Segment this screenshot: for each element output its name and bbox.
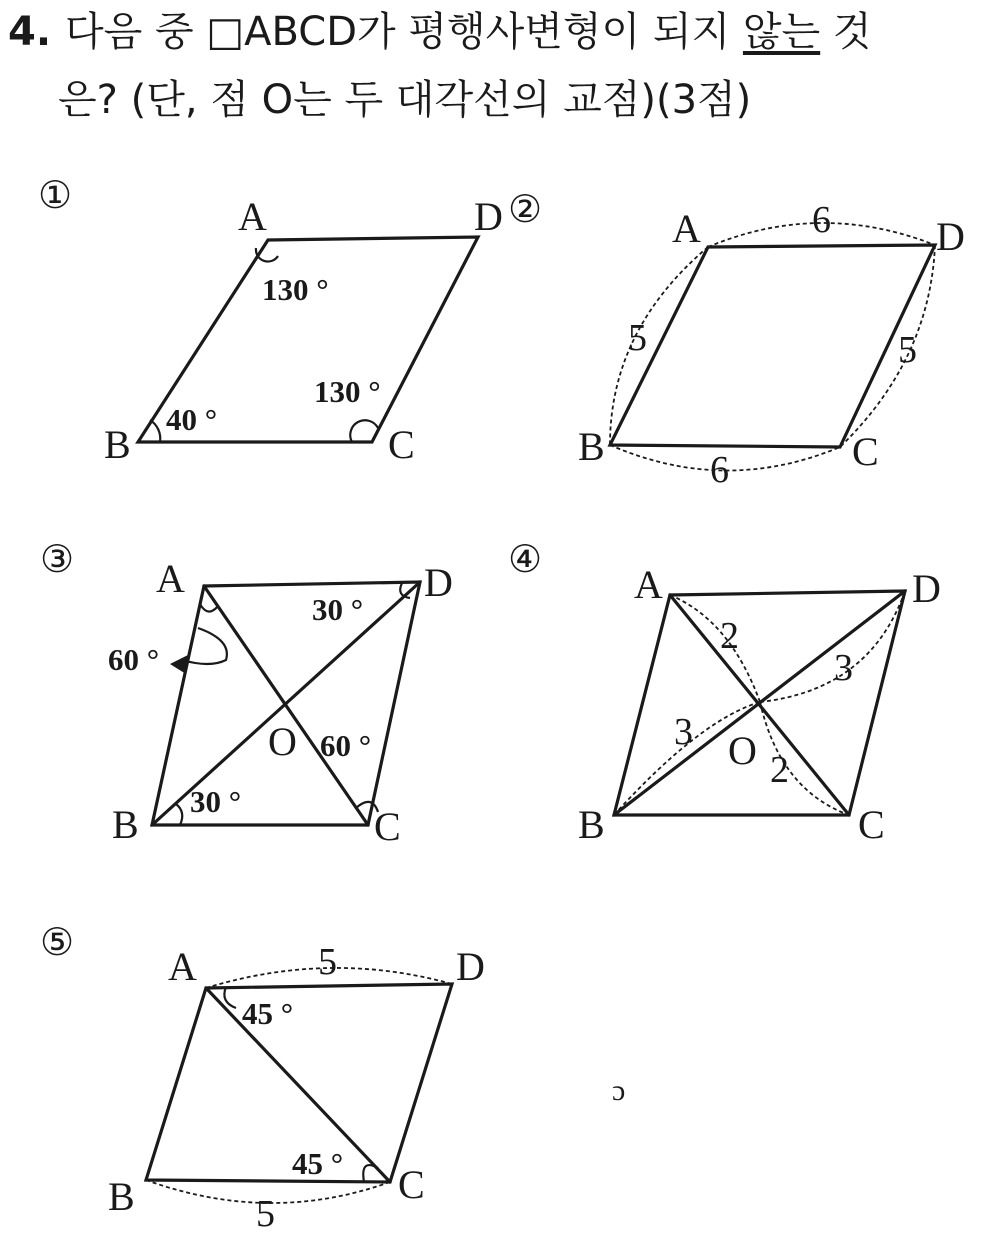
- choice-3-angle-external: 60 °: [108, 642, 160, 677]
- choice-3-angle-acd: 60 °: [320, 728, 372, 763]
- choice-2-length-ab: 5: [628, 317, 647, 359]
- choice-2-parallelogram: [610, 245, 935, 447]
- choice-4-length-ao: 2: [720, 615, 739, 657]
- choice-2-marker: ②: [508, 189, 543, 231]
- choice-5-label-c: C: [398, 1162, 425, 1207]
- choice-3-label-b: B: [112, 802, 139, 847]
- question-emphasis: 않는: [742, 9, 821, 55]
- question-text-part-1: 다음 중 □ABCD가 평행사변형이 되지: [65, 9, 743, 55]
- choice-4-label-b: B: [578, 802, 605, 847]
- choice-3-marker: ③: [40, 539, 75, 581]
- choice-3-label-c: C: [374, 804, 401, 849]
- choice-3-angle-arc-dbc: [176, 804, 182, 825]
- choice-4-length-oc: 2: [770, 749, 789, 791]
- choice-2-label-a: A: [672, 206, 701, 251]
- choice-3-figure: [40, 539, 453, 849]
- choice-3-angle-dbc: 30 °: [190, 784, 242, 819]
- choice-5-label-a: A: [168, 944, 197, 989]
- choice-2-label-d: D: [936, 214, 965, 259]
- choice-2-label-c: C: [852, 429, 879, 474]
- choice-5-label-d: D: [456, 944, 485, 989]
- choice-1-angle-a: 130 °: [262, 272, 329, 307]
- choice-1-label-d: D: [474, 194, 503, 239]
- choice-4-label-d: D: [912, 566, 941, 611]
- choice-1-angle-b: 40 °: [166, 402, 218, 437]
- choice-5-angle-c: 45 °: [292, 1146, 344, 1181]
- question-number: 4.: [8, 9, 52, 55]
- choice-2-length-bc: 6: [710, 449, 729, 491]
- choice-3-angle-adb: 30 °: [312, 592, 364, 627]
- stray-pen-mark: ɔ: [612, 1074, 626, 1107]
- choice-5-length-bc: 5: [256, 1193, 275, 1235]
- question-line-2: 은? (단, 점 O는 두 대각선의 교점)(3점): [58, 77, 752, 123]
- question-text-part-2: 것: [820, 9, 872, 55]
- choice-3-label-a: A: [156, 556, 185, 601]
- choice-3-label-d: D: [424, 560, 453, 605]
- choice-1-label-c: C: [388, 422, 415, 467]
- choice-1-marker: ①: [38, 175, 73, 217]
- choice-4-length-bo: 3: [674, 711, 693, 753]
- choice-5-label-b: B: [108, 1174, 135, 1219]
- choice-4-label-c: C: [858, 802, 885, 847]
- choice-4-length-od: 3: [834, 647, 853, 689]
- choice-5-marker: ⑤: [40, 922, 75, 964]
- choice-4-label-a: A: [634, 562, 663, 607]
- choice-4-label-o: O: [728, 728, 757, 773]
- choice-5-angle-arc-a: [224, 987, 236, 1008]
- choice-5-angle-a: 45 °: [242, 996, 294, 1031]
- choice-4-marker: ④: [508, 539, 543, 581]
- choice-3-label-o: O: [268, 719, 297, 764]
- choice-1-label-a: A: [238, 194, 267, 239]
- choice-1-angle-c: 130 °: [314, 374, 381, 409]
- choice-1-figure: [38, 175, 503, 467]
- choice-2-figure: [508, 189, 965, 491]
- choice-1-label-b: B: [104, 422, 131, 467]
- choice-5-figure: [40, 922, 485, 1235]
- choice-4-figure: [508, 539, 941, 847]
- choice-2-label-b: B: [578, 424, 605, 469]
- choice-2-length-ad: 6: [812, 199, 831, 241]
- choice-5-angle-arc-c: [363, 1165, 378, 1182]
- choice-2-length-dc: 5: [898, 329, 917, 371]
- choice-5-length-ad: 5: [318, 941, 337, 983]
